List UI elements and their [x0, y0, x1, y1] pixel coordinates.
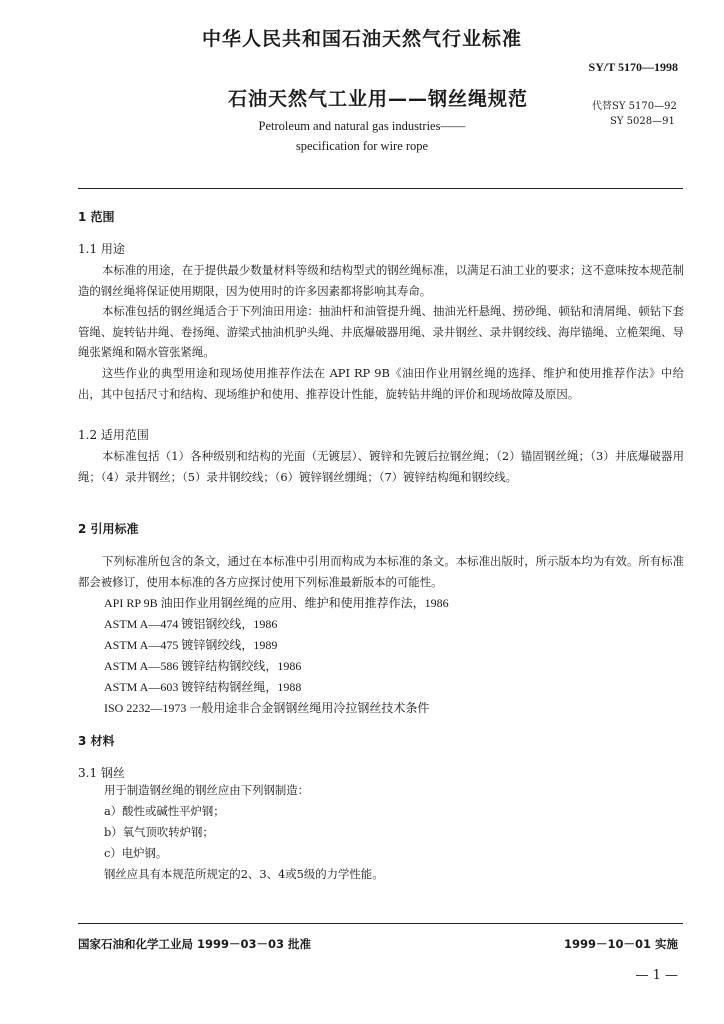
replaces-standard-2: SY 5028—91 [610, 116, 675, 127]
reference-item: ASTM A—474 镀铝钢绞线，1986 [104, 617, 278, 631]
effective-date: 1999－10－01 实施 [563, 937, 678, 951]
section-1-1-heading: 1.1 用途 [78, 242, 125, 256]
section-3-1-line: c）电炉钢。 [104, 846, 168, 860]
reference-item: ISO 2232—1973 一般用途非合金钢钢丝绳用冷拉钢丝技术条件 [104, 701, 430, 715]
replaces-standard-1: 代替SY 5170—92 [592, 101, 677, 112]
document-title-en-line1: Petroleum and natural gas industries—— [258, 119, 466, 133]
reference-item: ASTM A—603 镀锌结构钢丝绳，1988 [104, 680, 302, 694]
section-3-1-line: 用于制造钢丝绳的钢丝应由下列钢制造： [104, 783, 310, 797]
reference-item: ASTM A—475 镀锌钢绞线，1989 [104, 638, 278, 652]
section-1-2-paragraph-1: 本标准包括（1）各种级别和结构的光面（无镀层）、镀锌和先镀后拉钢丝绳；（2）锚固钢丝绳；（3）井底爆破器用绳；（4）录井钢丝；（5）录井钢绞线；（6）镀锌钢丝绷绳；（7）镀锌结构绳和钢绞线。 [78, 449, 684, 484]
reference-item: API RP 9B 油田作业用钢丝绳的应用、维护和使用推荐作法，1986 [104, 596, 449, 610]
header-divider [78, 188, 683, 189]
section-1-1-paragraph-2: 本标准包括的钢丝绳适合于下列油田用途：抽油杆和油管提升绳、抽油光杆悬绳、捞砂绳、顿钻和清屑绳、顿钻下套管绳、旋转钻井绳、卷扬绳、游梁式抽油机驴头绳、井底爆破器用绳、录井钢丝、录井钢绞线、海岸锚绳、立桅架绳、导绳张紧绳和隔水管张紧绳。 [78, 304, 684, 359]
section-1-2-heading: 1.2 适用范围 [78, 428, 149, 442]
document-title-en-line2: specification for wire rope [295, 139, 429, 153]
page-number: — 1 — [635, 968, 678, 983]
reference-item: ASTM A—586 镀锌结构钢绞线，1986 [104, 659, 302, 673]
section-2-paragraph-1: 下列标准所包含的条文，通过在本标准中引用而构成为本标准的条文。本标准出版时，所示版本均为有效。所有标准都会被修订，使用本标准的各方应探讨使用下列标准最新版本的可能性。 [78, 554, 684, 589]
standard-category-header: 中华人民共和国石油天然气行业标准 [201, 28, 522, 50]
section-1-1-paragraph-3: 这些作业的典型用途和现场使用推荐作法在 API RP 9B《油田作业用钢丝绳的选择、维护和使用推荐作法》中给出，其中包括尺寸和结构、现场维护和使用、推荐设计性能，旋转钻井绳的评价和现场故障及原因。 [78, 366, 684, 401]
standard-number: SY/T 5170—1998 [588, 60, 678, 74]
section-1-1-paragraph-1: 本标准的用途，在于提供最少数量材料等级和结构型式的钢丝绳标准，以满足石油工业的要求；这不意味按本规范制造的钢丝绳将保证使用期限，因为使用时的许多因素都将影响其寿命。 [78, 263, 684, 298]
document-title-cn: 石油天然气工业用——钢丝绳规范 [228, 88, 529, 110]
footer-divider [78, 923, 683, 924]
section-3-1-line: a）酸性或碱性平炉钢； [104, 804, 225, 818]
section-3-1-line: 钢丝应具有本规范所规定的2、3、4或5级的力学性能。 [104, 867, 384, 881]
section-3-heading: 3 材料 [78, 734, 115, 748]
section-2-heading: 2 引用标准 [78, 522, 139, 536]
section-1-heading: 1 范围 [78, 210, 115, 224]
section-3-1-line: b）氧气顶吹转炉钢； [104, 825, 214, 839]
approval-info: 国家石油和化学工业局 1999－03－03 批准 [78, 937, 312, 951]
section-3-1-heading: 3.1 钢丝 [78, 766, 125, 780]
